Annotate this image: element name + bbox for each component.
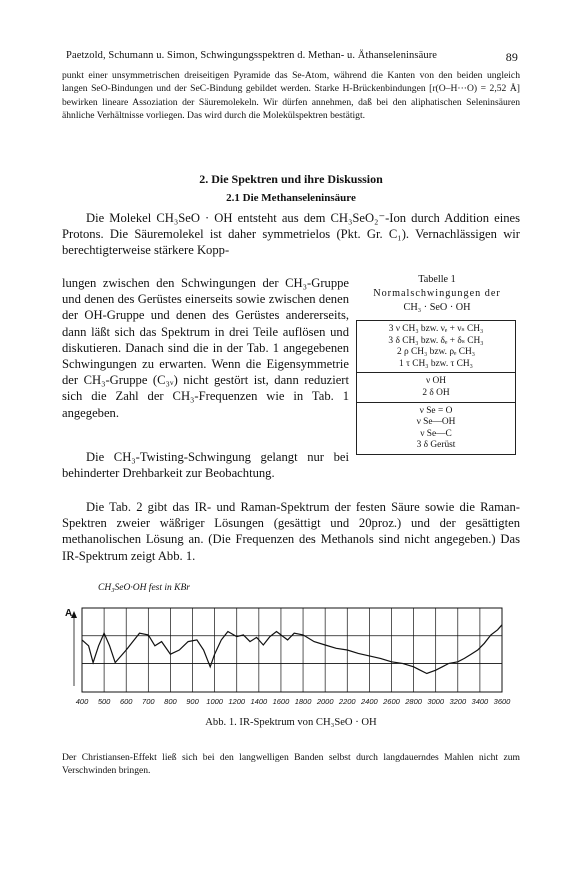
paragraph-molecule: Die Molekel CH₃SeO · OH entsteht aus dem CH₃SeO₂⁻-Ion durch Addition eines Protons. Die Säuremolekel ist daher symmetrielos (Pkt. Gr. C₁). Vernachlässigen wir berechtigterweise stärkere Kopp- bbox=[62, 211, 520, 258]
x-tick-label: 1000 bbox=[206, 697, 223, 706]
table-label: Tabelle 1 bbox=[418, 274, 456, 285]
table-cell: 3 ν CH₃ bzw. νₑ + νₛ CH₃ bbox=[388, 324, 484, 334]
table-cell: 3 δ Gerüst bbox=[416, 440, 456, 451]
footnote: Der Christiansen-Effekt ließ sich bei den langwelligen Banden selbst durch langdauerndes Mahlen nicht zum Verschwinden bringen. bbox=[62, 752, 520, 777]
table-title: Normalschwingungen der bbox=[373, 288, 501, 299]
x-tick-label: 400 bbox=[75, 697, 89, 706]
x-tick-label: 1200 bbox=[228, 697, 246, 706]
table-cell: 2 δ OH bbox=[422, 387, 450, 398]
spectrum-line bbox=[82, 625, 502, 674]
table-subtitle: CH₃ · SeO · OH bbox=[403, 302, 471, 313]
paragraph-molecule-continued: lungen zwischen den Schwingungen der CH₃-Gruppe und denen des Gerüstes einerseits sowie zwischen denen der OH-Gruppe und denen des Gerüstes andererseits, dann läßt sich das Spektrum in drei Teile auflösen und diskutieren. Danach sind die in der Tab. 1 angegebenen Schwingungen zu erwarten. Wenn die Eigensymmetrie der CH₃-Gruppe (C₃ᵥ) nicht gestört ist, dann reduziert sich die Zahl der CH₃-Frequenzen wie in Tab. 1 angegeben. bbox=[62, 276, 349, 420]
paragraph-twisting: Die CH₃-Twisting-Schwingung gelangt nur bei behinderter Drehbarkeit zur Beobachtung. bbox=[62, 450, 349, 481]
table-cell: ν OH bbox=[425, 376, 447, 387]
running-header bbox=[66, 50, 518, 64]
x-tick-label: 500 bbox=[97, 697, 111, 706]
plot-frame bbox=[82, 608, 502, 692]
ir-spectrum-chart bbox=[62, 596, 512, 714]
running-title: Paetzold, Schumann u. Simon, Schwingungsspektren d. Methan- u. Äthanseleninsäure bbox=[66, 50, 438, 61]
section-heading: 2. Die Spektren und ihre Diskussion bbox=[199, 172, 383, 186]
x-tick-label: 3200 bbox=[449, 697, 467, 706]
table-group-skeleton bbox=[357, 402, 515, 454]
figure-handwritten-label: CH₃SeO·OH fest in KBr bbox=[98, 583, 190, 593]
x-tick-label: 2000 bbox=[316, 697, 334, 706]
table-cell: 2 ρ CH₃ bzw. ρₑ CH₃ bbox=[396, 347, 476, 358]
x-tick-label: 2600 bbox=[383, 697, 400, 706]
x-tick-label: 3000 bbox=[427, 697, 445, 706]
x-tick-label: 2400 bbox=[361, 697, 378, 706]
table-cell: ν Se = O bbox=[419, 405, 453, 416]
normal-modes-table bbox=[356, 320, 516, 455]
table-group-ch3 bbox=[357, 321, 515, 372]
x-tick-label: 1800 bbox=[294, 697, 312, 706]
x-tick-label: 2200 bbox=[338, 697, 356, 706]
paragraph-spectra: Die Tab. 2 gibt das IR- und Raman-Spektrum der festen Säure sowie die Raman-Spektren zweier wäßriger Lösungen (gesättigt und 20proz.) und der gesättigten methanolischen Lösung an. (Die Frequenzen des Methanols sind nicht angegeben.) Das IR-Spektrum zeigt Abb. 1. bbox=[62, 500, 520, 563]
subsection-heading: 2.1 Die Methanseleninsäure bbox=[226, 192, 356, 204]
x-tick-label: 3400 bbox=[471, 697, 489, 706]
page-number: 89 bbox=[505, 50, 518, 64]
table-cell: ν Se—OH bbox=[416, 417, 456, 428]
x-tick-label: 900 bbox=[186, 697, 199, 706]
x-tick-label: 600 bbox=[119, 697, 133, 706]
x-tick-label: 2800 bbox=[405, 697, 422, 706]
axis-marker-a: A bbox=[65, 608, 73, 619]
table-cell: 1 τ CH₃ bzw. τ CH₃ bbox=[399, 358, 473, 369]
table-title-block bbox=[354, 273, 520, 315]
table-cell: 3 δ CH₃ bzw. δₑ + δₛ CH₃ bbox=[388, 335, 484, 346]
x-tick-label: 1600 bbox=[272, 697, 290, 706]
intro-paragraph: punkt einer unsymmetrischen dreiseitigen Pyramide das Se-Atom, während die Kanten von den beiden ungleich langen SeO-Bindungen und der SeC-Bindung gebildet werden. Starke H-Brückenbindungen [r(O–H···O) = 2,52 Å] bewirken lineare Assoziation der Säuremolekeln. Wir dürfen annehmen, daß bei den aliphatischen Seleninsäuren ähnliche Verhältnisse vorliegen. Das wird durch die Molekülspektren bestätigt. bbox=[62, 70, 520, 122]
x-tick-label: 700 bbox=[142, 697, 155, 706]
table-cell: ν Se—C bbox=[420, 428, 452, 439]
x-tick-label: 1400 bbox=[250, 697, 268, 706]
figure-caption: Abb. 1. IR-Spektrum von CH₃SeO · OH bbox=[205, 717, 377, 728]
x-tick-label: 3600 bbox=[493, 697, 511, 706]
x-tick-label: 800 bbox=[164, 697, 177, 706]
table-group-oh bbox=[357, 372, 515, 401]
